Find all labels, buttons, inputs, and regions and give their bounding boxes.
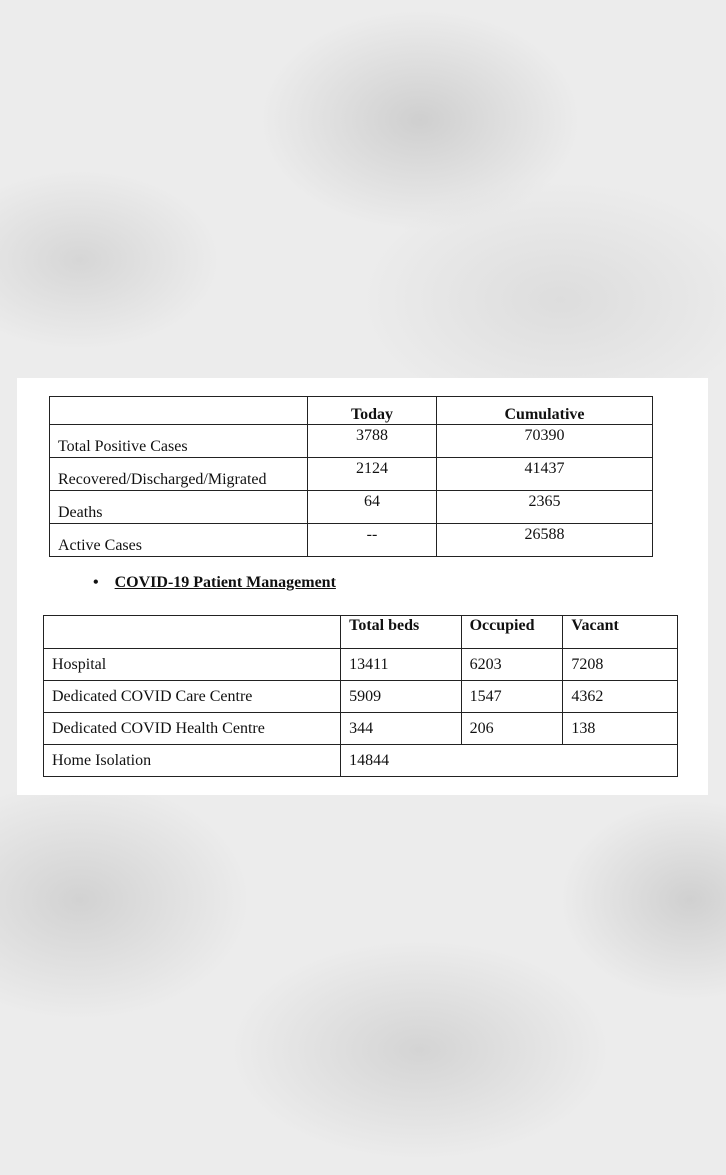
total-beds-value: 13411 xyxy=(341,649,461,681)
patient-management-table xyxy=(43,615,678,777)
bullet-icon: • xyxy=(93,574,99,591)
table-row xyxy=(44,713,678,745)
header-cell-total-beds: Total beds xyxy=(341,616,461,649)
cumulative-value: 70390 xyxy=(437,425,653,458)
table-row xyxy=(50,425,653,458)
today-value: 2124 xyxy=(308,458,437,491)
total-beds-value: 5909 xyxy=(341,681,461,713)
today-value: 3788 xyxy=(308,425,437,458)
header-cell-today: Today xyxy=(308,397,437,425)
header-cell-vacant: Vacant xyxy=(563,616,678,649)
vacant-value: 4362 xyxy=(563,681,678,713)
header-cell-blank xyxy=(50,397,308,425)
table-row xyxy=(50,458,653,491)
header-cell-occupied: Occupied xyxy=(461,616,563,649)
table-row xyxy=(44,649,678,681)
occupied-value: 1547 xyxy=(461,681,563,713)
row-label: Active Cases xyxy=(50,524,308,557)
vacant-value: 7208 xyxy=(563,649,678,681)
table-header-row xyxy=(44,616,678,649)
header-cell-blank xyxy=(44,616,341,649)
row-label: Total Positive Cases xyxy=(50,425,308,458)
section-heading xyxy=(93,574,336,592)
vacant-value: 138 xyxy=(563,713,678,745)
section-title: COVID-19 Patient Management xyxy=(114,574,336,591)
table-header-row xyxy=(50,397,653,425)
row-label: Home Isolation xyxy=(44,745,341,777)
cumulative-value: 2365 xyxy=(437,491,653,524)
header-cell-cumulative: Cumulative xyxy=(437,397,653,425)
occupied-value: 6203 xyxy=(461,649,563,681)
case-summary-table xyxy=(49,396,653,557)
today-value: 64 xyxy=(308,491,437,524)
total-beds-value: 14844 xyxy=(341,745,678,777)
table-row xyxy=(44,745,678,777)
row-label: Deaths xyxy=(50,491,308,524)
cumulative-value: 26588 xyxy=(437,524,653,557)
occupied-value: 206 xyxy=(461,713,563,745)
row-label: Dedicated COVID Health Centre xyxy=(44,713,341,745)
row-label: Hospital xyxy=(44,649,341,681)
row-label: Recovered/Discharged/Migrated xyxy=(50,458,308,491)
cumulative-value: 41437 xyxy=(437,458,653,491)
table-row xyxy=(50,524,653,557)
table-row xyxy=(44,681,678,713)
row-label: Dedicated COVID Care Centre xyxy=(44,681,341,713)
today-value: -- xyxy=(308,524,437,557)
total-beds-value: 344 xyxy=(341,713,461,745)
table-row xyxy=(50,491,653,524)
document-snippet xyxy=(17,378,708,795)
